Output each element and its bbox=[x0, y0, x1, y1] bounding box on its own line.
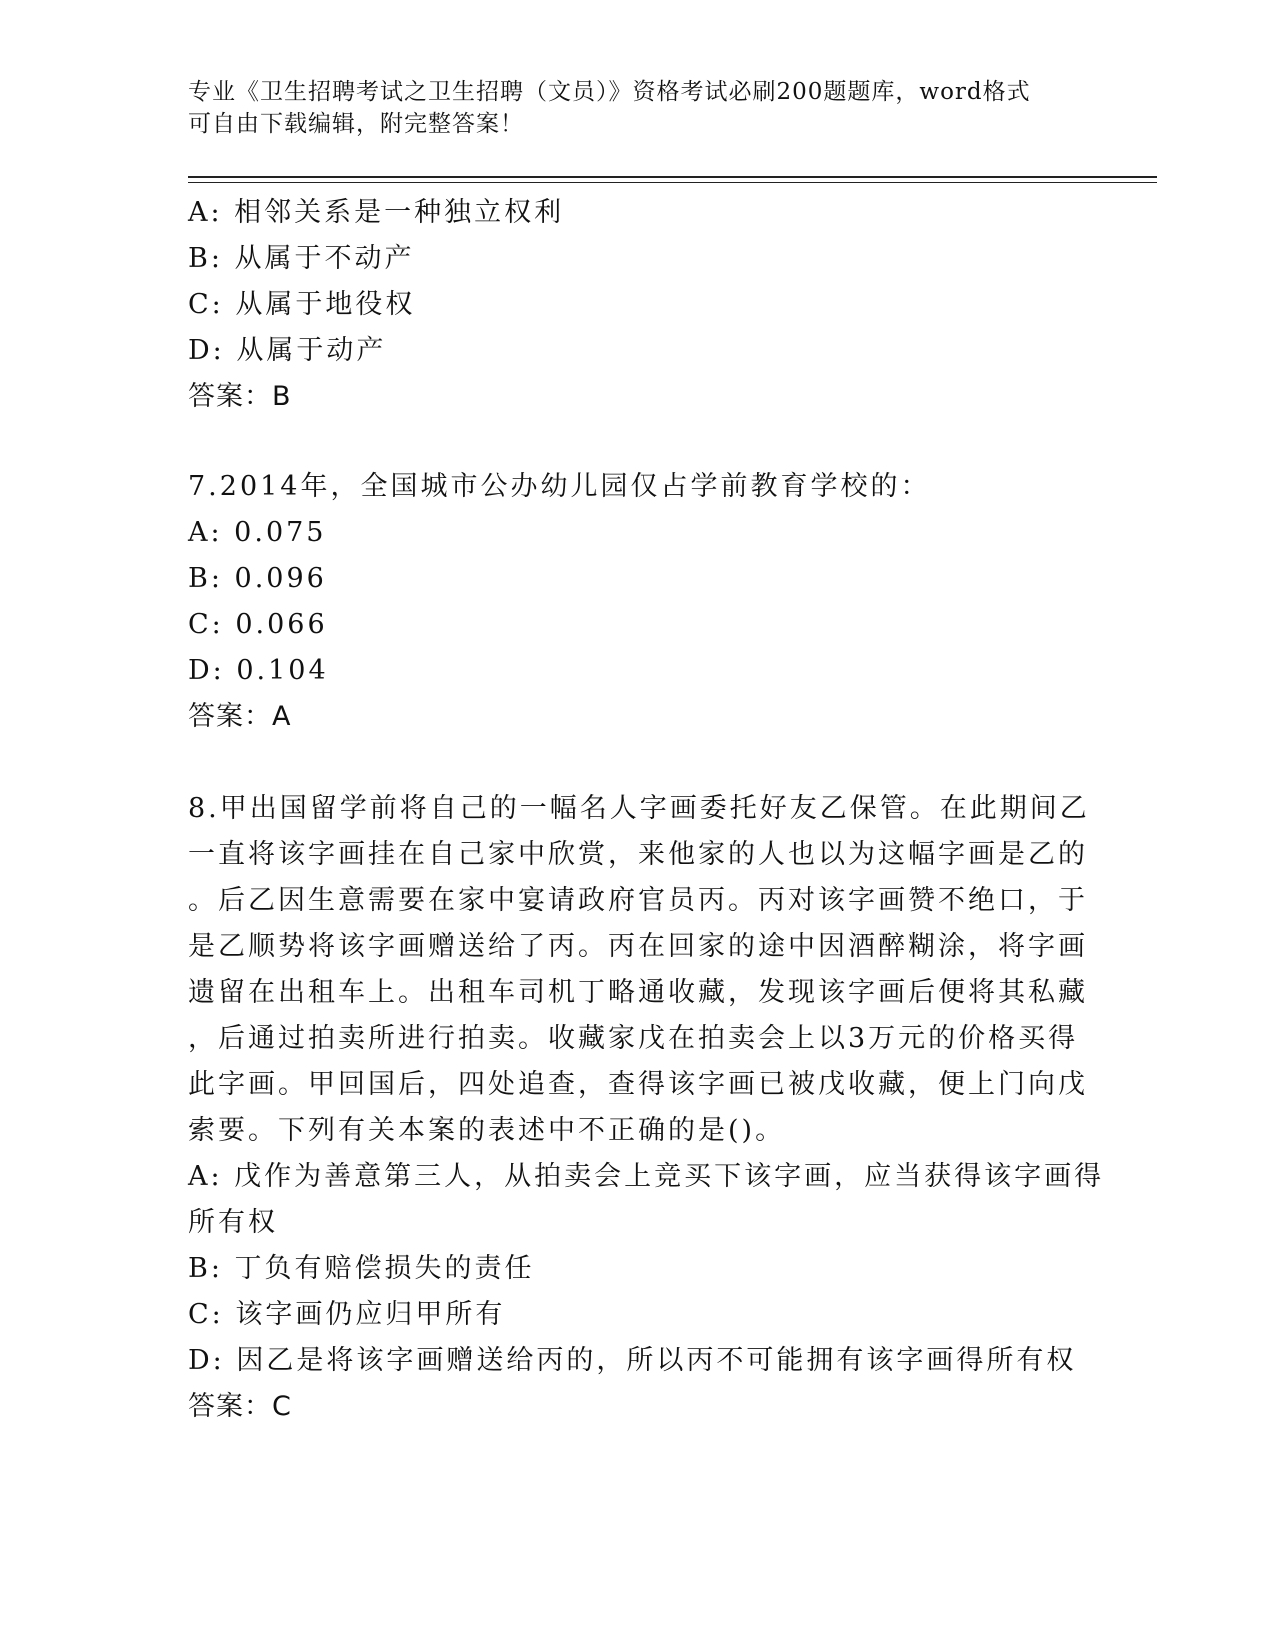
question-8-block bbox=[188, 786, 1105, 1430]
question-stem-line: 遗留在出租车上。出租车司机丁略通收藏，发现该字画后便将其私藏 bbox=[188, 977, 1088, 1008]
option-d: D: 因乙是将该字画赠送给丙的，所以丙不可能拥有该字画得所有权 bbox=[188, 1345, 1077, 1376]
option-a-continuation: 所有权 bbox=[188, 1207, 278, 1238]
question-stem-line: 此字画。甲回国后，四处追查，查得该字画已被戊收藏，便上门向戊 bbox=[188, 1069, 1088, 1100]
document-header bbox=[188, 76, 1088, 140]
answer-label: 答案：B bbox=[188, 381, 292, 412]
spacer bbox=[188, 740, 1088, 786]
option-c: C: 从属于地役权 bbox=[188, 289, 416, 320]
question-stem-line: 。后乙因生意需要在家中宴请政府官员丙。丙对该字画赞不绝口，于 bbox=[188, 885, 1088, 916]
question-stem-line: 是乙顺势将该字画赠送给了丙。丙在回家的途中因酒醉糊涂，将字画 bbox=[188, 931, 1088, 962]
header-rule-thin bbox=[188, 182, 1157, 183]
option-b: B: 0.096 bbox=[188, 563, 327, 594]
question-7-block bbox=[188, 464, 1088, 740]
question-stem-line: 索要。下列有关本案的表述中不正确的是()。 bbox=[188, 1115, 786, 1146]
spacer bbox=[188, 420, 1088, 464]
question-stem-line: 8.甲出国留学前将自己的一幅名人字画委托好友乙保管。在此期间乙 bbox=[188, 793, 1090, 824]
option-b: B: 丁负有赔偿损失的责任 bbox=[188, 1253, 535, 1284]
header-rule-thick bbox=[188, 176, 1157, 178]
question-content bbox=[188, 190, 1105, 1430]
option-c: C: 该字画仍应归甲所有 bbox=[188, 1299, 506, 1330]
option-b: B: 从属于不动产 bbox=[188, 243, 415, 274]
option-c: C: 0.066 bbox=[188, 609, 328, 640]
header-line-2: 可自由下载编辑，附完整答案！ bbox=[188, 111, 524, 137]
option-d: D: 从属于动产 bbox=[188, 335, 387, 366]
header-line-1: 专业《卫生招聘考试之卫生招聘（文员）》资格考试必刷200题题库，word格式 bbox=[188, 79, 1031, 105]
option-a: A: 戊作为善意第三人，从拍卖会上竞买下该字画，应当获得该字画得 bbox=[188, 1161, 1105, 1192]
option-a: A: 0.075 bbox=[188, 517, 327, 548]
question-stem: 7.2014年，全国城市公办幼儿园仅占学前教育学校的： bbox=[188, 471, 931, 502]
answer-label: 答案：C bbox=[188, 1391, 292, 1422]
question-6-block bbox=[188, 190, 1088, 420]
answer-label: 答案：A bbox=[188, 701, 292, 732]
question-stem-line: ，后通过拍卖所进行拍卖。收藏家戊在拍卖会上以3万元的价格买得 bbox=[188, 1023, 1079, 1054]
option-d: D: 0.104 bbox=[188, 655, 329, 686]
question-stem-line: 一直将该字画挂在自己家中欣赏，来他家的人也以为这幅字画是乙的 bbox=[188, 839, 1088, 870]
option-a: A: 相邻关系是一种独立权利 bbox=[188, 197, 565, 228]
